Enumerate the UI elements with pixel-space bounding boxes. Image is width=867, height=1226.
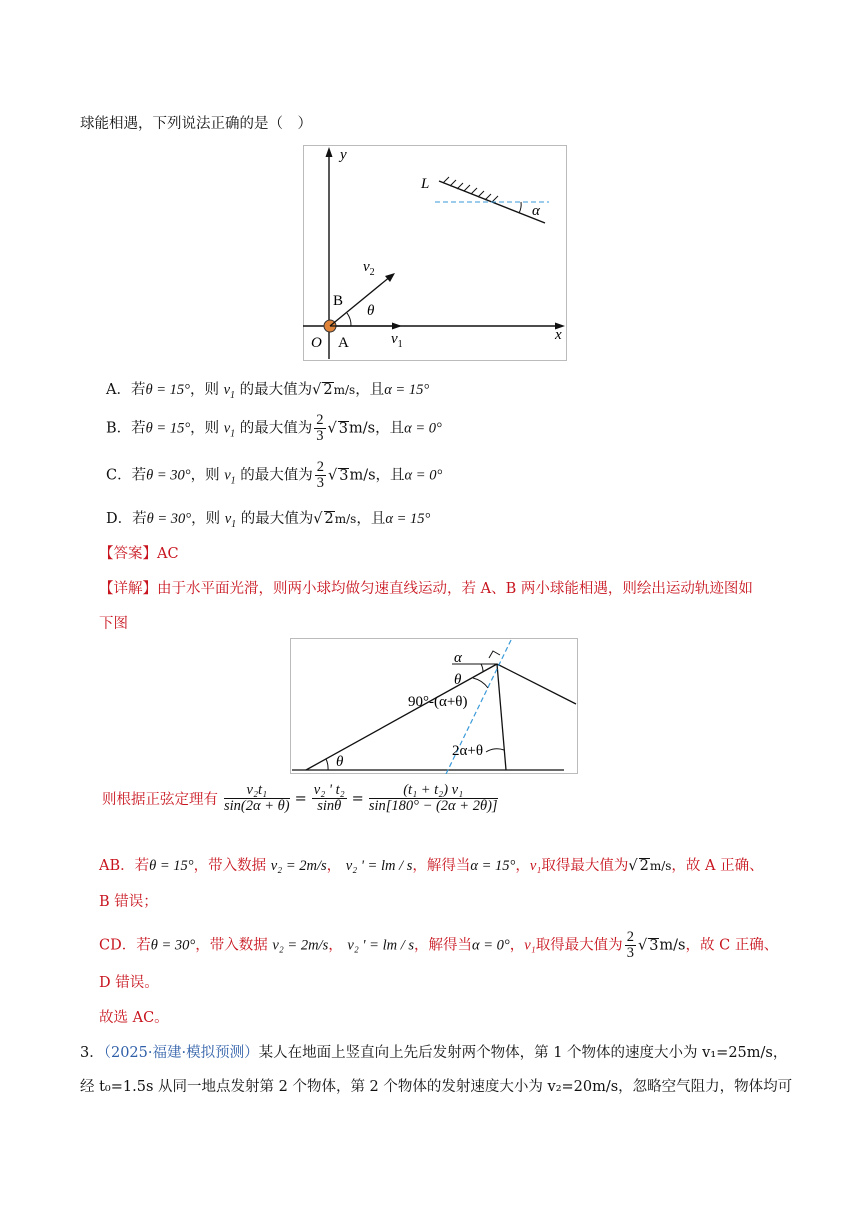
option-b-mid: ，则 <box>190 420 220 437</box>
fig2-theta-top: θ <box>454 672 462 688</box>
cd-rad: 3 <box>649 937 659 954</box>
trajectory-diagram <box>290 638 578 774</box>
cd-b: ，解得当 <box>414 937 472 954</box>
f2-num: v₂ ' t₂ <box>313 782 345 798</box>
option-b-unit: m/s <box>349 420 376 437</box>
ab-head: AB．若 <box>99 858 150 874</box>
option-b-theta: θ = 15° <box>145 420 191 437</box>
option-c-max: 的最大值为 <box>240 467 313 484</box>
cd-d: 取得最大值为 <box>535 937 623 954</box>
line-l-label: L <box>421 176 430 192</box>
cd-c: ， <box>509 937 525 954</box>
detail-line-2: 下图 <box>99 616 128 632</box>
y-axis-label: y <box>340 147 347 163</box>
option-b-num: 2 <box>316 412 324 428</box>
cd-unit: m/s <box>659 937 686 954</box>
ab-v2p: v₂ ' = lm / s <box>345 858 413 874</box>
ab-rad: 2 <box>639 858 649 874</box>
fig2-theta-bottom: θ <box>336 754 344 770</box>
point-b-label: B <box>333 293 344 309</box>
q3-number: 3． <box>80 1045 104 1061</box>
option-a-vsub: 1 <box>230 389 235 401</box>
ab-v1: v₁ <box>529 858 542 874</box>
cd-head: CD．若 <box>99 937 151 954</box>
option-a-unit: m/s <box>333 383 356 397</box>
x-axis-label: x <box>555 327 562 343</box>
option-c-unit: m/s <box>349 467 376 484</box>
ab-v2: v₂ = 2m/s <box>270 858 327 874</box>
ab-theta: θ = 15° <box>149 858 194 874</box>
v2-label: $v_2$ <box>363 259 375 278</box>
option-c-pre: 若 <box>131 467 147 484</box>
option-c: C．若θ = 30°，则 $v_1$ 的最大值为 $\frac{2}{3}$ √ 3m/s，且α = 0° <box>106 459 443 491</box>
intro-text: 球能相遇，下列说法正确的是（ ） <box>80 116 312 132</box>
v1-label: $v_1$ <box>391 331 403 350</box>
cd-num: 2 <box>626 929 634 945</box>
detail-line-1 <box>99 577 753 598</box>
option-d-unit: m/s <box>334 512 357 526</box>
point-a-label: A <box>338 335 349 351</box>
coordinate-diagram <box>303 145 567 361</box>
alpha-label: α <box>532 203 540 219</box>
option-a-letter: A． <box>106 382 131 398</box>
cd-v2: v₂ = 2m/s <box>272 937 329 954</box>
f1-den: sin(2α + θ) <box>224 798 290 814</box>
cd-line-2: D 错误。 <box>99 975 159 991</box>
origin-label: O <box>311 335 322 351</box>
ab-line-2: B 错误； <box>99 894 158 910</box>
option-b-letter: B． <box>106 420 132 437</box>
detail-text-1: 由于水平面光滑，则两小球均做匀速直线运动，若 A、B 两小球能相遇，则绘出运动轨迹图如 <box>157 581 753 597</box>
q3-text-1: 某人在地面上竖直向上先后发射两个物体，第 1 个物体的速度大小为 v₁=25m/s， <box>258 1045 788 1061</box>
detail-tag: 【详解】 <box>99 581 157 597</box>
f3-num: (t₁ + t₂) v₁ <box>369 783 498 799</box>
f1-num: v₂t₁ <box>224 783 290 799</box>
option-b-v: v <box>223 420 231 437</box>
option-c-mid: ，则 <box>190 467 220 484</box>
option-a-mid: ，则 <box>189 382 219 398</box>
answer-tag: 【答案】 <box>99 546 157 562</box>
option-a-v: v <box>223 382 230 398</box>
answer-value: AC <box>157 546 179 562</box>
answer-line <box>99 542 179 563</box>
option-d-theta: θ = 30° <box>146 511 192 527</box>
f3-den: sin[180° − (2α + 2θ)] <box>368 798 498 814</box>
option-c-den: 3 <box>316 475 324 491</box>
ab-e: ，故 A 正确、 <box>671 858 764 874</box>
option-b-den: 3 <box>316 428 324 444</box>
cd-v1: v₁ <box>524 937 536 954</box>
ab-alpha: α = 15° <box>470 858 516 874</box>
cd-line-1: CD．若θ = 30°，带入数据 v₂ = 2m/s， v₂ ' = lm / s，解得当α = 0°，v₁取得最大值为 $\frac{2}{3}$ √ 3m/s，故 C 正确、 <box>99 929 779 961</box>
ab-d: 取得最大值为 <box>541 858 629 874</box>
fig2-alpha: α <box>454 650 462 666</box>
cd-alpha: α = 0° <box>472 937 510 954</box>
sine-rule-lead: 则根据正弦定理有 <box>102 792 218 808</box>
option-d: D．若θ = 30°，则 $v_1$ 的最大值为√ 2m/s，且α = 15° <box>106 511 431 530</box>
option-a: A．若θ = 15°，则 $v_1$ 的最大值为√ 2m/s，且α = 15° <box>106 382 430 401</box>
option-b-alpha: α = 0° <box>404 420 442 437</box>
ab-line-1: AB．若θ = 15°，带入数据 v₂ = 2m/s， v₂ ' = lm / s，解得当α = 15°，v₁取得最大值为√ 2m/s，故 A 正确、 <box>99 858 764 874</box>
option-b: B．若θ = 15°，则 $v_1$ 的最大值为 $\frac{2}{3}$ √ 3m/s，且α = 0° <box>106 412 442 444</box>
option-a-tail: ，且 <box>355 382 385 398</box>
cd-v2p: v₂ ' = lm / s <box>347 937 414 954</box>
option-d-vsub: 1 <box>231 518 237 530</box>
option-b-rad: 3 <box>338 420 349 437</box>
option-c-vsub: 1 <box>230 475 236 487</box>
cd-theta: θ = 30° <box>150 937 196 954</box>
q3-source: （2025·福建·模拟预测） <box>103 1045 259 1061</box>
option-c-letter: C． <box>106 467 132 484</box>
option-c-theta: θ = 30° <box>146 467 191 484</box>
option-d-v: v <box>224 511 232 527</box>
option-b-max: 的最大值为 <box>239 420 313 437</box>
q3-line-2: 经 t₀=1.5s 从同一地点发射第 2 个物体，第 2 个物体的发射速度大小为 v₂=20m/s，忽略空气阻力，物体均可 <box>80 1079 793 1095</box>
option-c-v: v <box>224 467 231 484</box>
option-a-pre: 若 <box>130 382 146 398</box>
cd-den: 3 <box>626 945 634 961</box>
option-d-rad: 2 <box>324 511 334 527</box>
option-c-alpha: α = 0° <box>404 467 443 484</box>
fig2-angle-bottom: 2α+θ <box>452 743 484 759</box>
option-a-alpha: α = 15° <box>384 382 430 398</box>
option-a-rad: 2 <box>323 382 333 398</box>
option-b-vsub: 1 <box>230 428 236 440</box>
option-c-num: 2 <box>316 459 324 475</box>
ab-unit: m/s <box>649 859 672 873</box>
option-a-theta: θ = 15° <box>145 382 190 398</box>
option-b-tail: ，且 <box>375 420 405 437</box>
sine-rule-line: 则根据正弦定理有 $\frac{\text{v₂t₁}}{\sin(2\alpha + \theta)}$ = $\frac{\text{v₂ ' t₂}}{\sin\theta}$ = $\frac{\text{(t₁ + t₂) v₁}}{\sin[180^\circ - (2\alpha + 2\theta)]}$ <box>102 782 498 814</box>
option-b-pre: 若 <box>131 420 146 437</box>
option-d-mid: ，则 <box>191 511 221 527</box>
option-d-letter: D． <box>106 511 133 527</box>
option-d-tail: ，且 <box>356 511 386 527</box>
theta-label: θ <box>367 303 375 319</box>
option-c-tail: ，且 <box>375 467 405 484</box>
q3-line-1 <box>80 1041 787 1062</box>
ab-a: ，带入数据 <box>193 858 267 874</box>
option-c-rad: 3 <box>339 467 349 484</box>
option-a-max: 的最大值为 <box>239 382 313 398</box>
ab-c: ， <box>515 858 530 874</box>
ab-b: ，解得当 <box>412 858 471 874</box>
cd-e: ，故 C 正确、 <box>685 937 779 954</box>
conclusion: 故选 AC。 <box>99 1010 169 1026</box>
fig2-angle-mid: 90°-(α+θ) <box>408 694 468 710</box>
cd-a: ，带入数据 <box>195 937 268 954</box>
option-d-pre: 若 <box>132 511 147 527</box>
option-d-max: 的最大值为 <box>240 511 314 527</box>
option-d-alpha: α = 15° <box>385 511 431 527</box>
f2-den: sinθ <box>317 798 342 814</box>
